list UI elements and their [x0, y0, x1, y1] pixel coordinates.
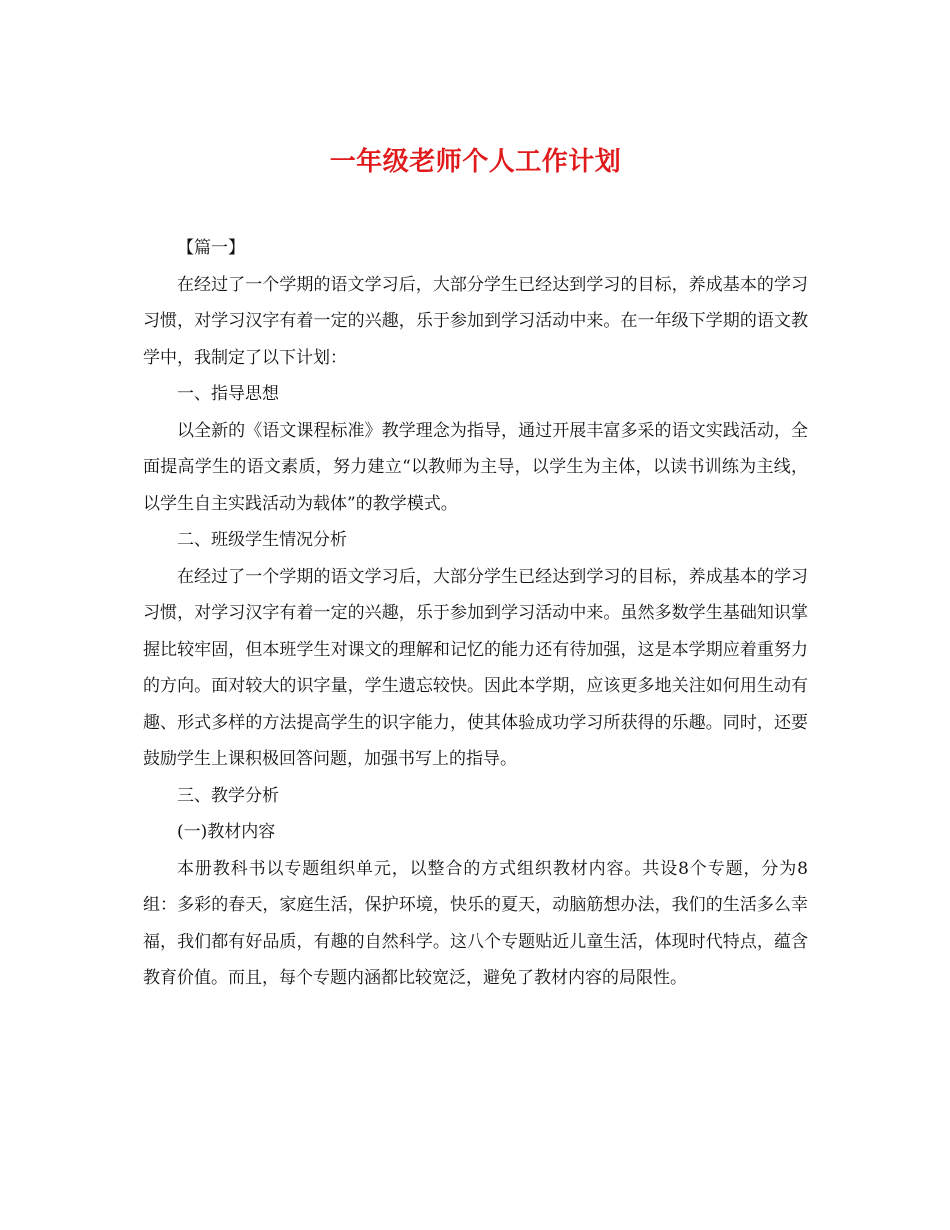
heading-class-analysis: 二、班级学生情况分析 — [177, 530, 347, 550]
paragraph-textbook-content: 本册教科书以专题组织单元，以整合的方式组织教材内容。共设8个专题，分为8组：多彩的春天，家庭生活，保护环境，快乐的夏天，动脑筋想办法，我们的生活多么幸福，我们都有好品质，有趣的自然科学。这八个专题贴近儿童生活，体现时代特点，蕴含教育价值。而且，每个专题内涵都比较宽泛，避免了教材内容的局限性。 — [143, 858, 808, 988]
paragraph-intro: 在经过了一个学期的语文学习后，大部分学生已经达到学习的目标，养成基本的学习习惯，对学习汉字有着一定的兴趣，乐于参加到学习活动中来。在一年级下学期的语文教学中，我制定了以下计划： — [143, 274, 808, 368]
heading-guiding-thought: 一、指导思想 — [177, 384, 279, 404]
heading-teaching-analysis: 三、教学分析 — [177, 785, 279, 806]
document-title: 一年级老师个人工作计划 — [329, 147, 622, 177]
paragraph-class-analysis: 在经过了一个学期的语文学习后，大部分学生已经达到学习的目标，养成基本的学习习惯，对学习汉字有着一定的兴趣，乐于参加到学习活动中来。虽然多数学生基础知识掌握比较牢固，但本班学生对课文的理解和记忆的能力还有待加强，这是本学期应着重努力的方向。面对较大的识字量，学生遗忘较快。因此本学期，应该更多地关注如何用生动有趣、形式多样的方法提高学生的识字能力，使其体验成功学习所获得的乐趣。同时，还要鼓励学生上课积极回答问题，加强书写上的指导。 — [143, 566, 808, 769]
heading-textbook-content: (一)教材内容 — [177, 822, 276, 842]
section-label: 【篇一】 — [177, 238, 245, 258]
document-body — [143, 140, 808, 997]
paragraph-guiding-thought: 以全新的《语文课程标准》教学理念为指导，通过开展丰富多采的语文实践活动，全面提高学生的语文素质，努力建立“以教师为主导，以学生为主体，以读书训练为主线，以学生自主实践活动为载体”的教学模式。 — [143, 420, 808, 514]
